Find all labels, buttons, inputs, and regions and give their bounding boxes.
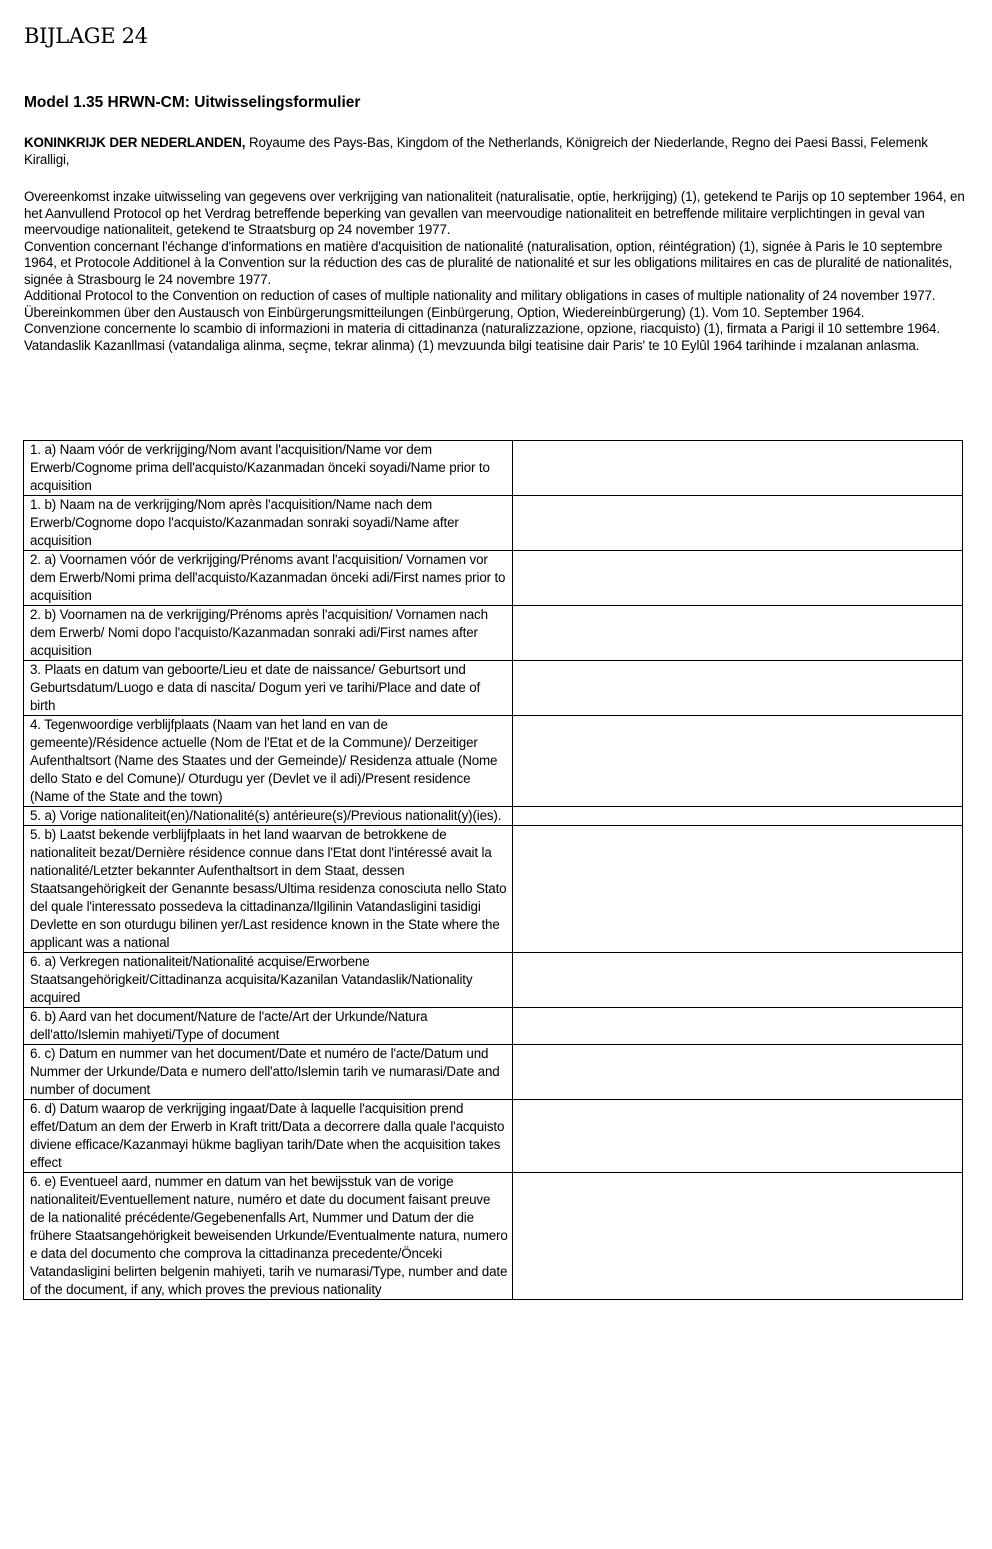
field-value-name-after[interactable]	[513, 496, 963, 551]
kingdom-translations: Royaume des Pays-Bas, Kingdom of the Netherlands, Königreich der Niederlande, Regno dei Paesi Bassi, Felemenk Kiralligi,	[24, 135, 928, 167]
convention-turkish: Vatandaslik Kazanllmasi (vatandaliga alinma, seçme, tekrar alinma) (1) mevzuunda bilgi teatisine dair Paris' te 10 Eylûl 1964 tarihinde i mzalanan anlasma.	[24, 337, 920, 353]
form-row-6a	[24, 953, 963, 1008]
convention-german: Übereinkommen über den Austausch von Einbürgerungsmitteilungen (Einbürgerung, Option, Wiedereinbürgerung) (1). Vom 10. September 1964.	[24, 304, 865, 320]
field-label-previous-nationality-proof: 6. e) Eventueel aard, nummer en datum van het bewijsstuk van de vorige nationaliteit/Eventuellement nature, numéro et date du document faisant preuve de la nationalité précédente/Gegebenenfalls Art, Nummer und Datum der die frühere Staatsangehörigkeit beweisenden Urkunde/Eventualmente natura, numero e data del documento che comprova la cittadinanza precedente/Önceki Vatandasligini belirten belgenin mahiyeti, tarih ve numarasi/Type, number and date of the document, if any, which proves the previous nationality	[24, 1173, 513, 1300]
kingdom-name: KONINKRIJK DER NEDERLANDEN,	[24, 135, 246, 150]
field-label-present-residence: 4. Tegenwoordige verblijfplaats (Naam van het land en van de gemeente)/Résidence actuelle (Nom de l'Etat et de la Commune)/ Derzeitiger Aufenthaltsort (Name des Staates und der Gemeinde)/ Residenza attuale (Nome dello Stato e del Comune)/ Oturdugu yer (Devlet ve il adi)/Present residence (Name of the State and the town)	[24, 716, 513, 807]
convention-dutch: Overeenkomst inzake uitwisseling van gegevens over verkrijging van nationaliteit (naturalisatie, optie, herkrijging) (1), getekend te Parijs op 10 september 1964, en het Aanvullend Protocol op het Verdrag betreffende beperking van gevallen van meervoudige nationaliteit en betreffende militaire verplichtingen in geval van meervoudige nationaliteit, getekend te Straatsburg op 24 november 1977.	[24, 189, 965, 237]
form-row-2a	[24, 551, 963, 606]
field-value-document-type[interactable]	[513, 1008, 963, 1045]
field-value-present-residence[interactable]	[513, 716, 963, 807]
field-value-nationality-acquired[interactable]	[513, 953, 963, 1008]
form-row-6e	[24, 1173, 963, 1300]
field-label-name-after: 1. b) Naam na de verkrijging/Nom après l'acquisition/Name nach dem Erwerb/Cognome dopo l'acquisto/Kazanmadan sonraki soyadi/Name after acquisition	[24, 496, 513, 551]
field-value-name-prior[interactable]	[513, 441, 963, 496]
field-value-previous-nationality-proof[interactable]	[513, 1173, 963, 1300]
form-row-6c	[24, 1045, 963, 1100]
field-label-name-prior: 1. a) Naam vóór de verkrijging/Nom avant l'acquisition/Name vor dem Erwerb/Cognome prima dell'acquisto/Kazanmadan önceki soyadi/Name prior to acquisition	[24, 441, 513, 496]
field-value-effective-date[interactable]	[513, 1100, 963, 1173]
field-label-birth: 3. Plaats en datum van geboorte/Lieu et date de naissance/ Geburtsort und Geburtsdatum/Luogo e data di nascita/ Dogum yeri ve tarihi/Place and date of birth	[24, 661, 513, 716]
form-row-3	[24, 661, 963, 716]
form-row-1a	[24, 441, 963, 496]
convention-italian: Convenzione concernente lo scambio di informazioni in materia di cittadinanza (naturalizzazione, opzione, riacquisto) (1), firmata a Parigi il 10 settembre 1964.	[24, 321, 940, 336]
field-label-last-residence: 5. b) Laatst bekende verblijfplaats in het land waarvan de betrokkene de nationaliteit bezat/Dernière résidence connue dans l'Etat dont l'intéressé avait la nationalité/Letzter bekannter Aufenthaltsort in dem Staat, dessen Staatsangehörigkeit der Genannte besass/Ultima residenza conosciuta nello Stato del quale l'interessato possedeva la cittadinanza/Ilgilinin Vatandasligini tasidigi Devlette en son oturdugu bilinen yer/Last residence known in the State where the applicant was a national	[24, 826, 513, 953]
field-value-birth[interactable]	[513, 661, 963, 716]
annex-title: BIJLAGE 24	[24, 24, 148, 48]
form-row-6d	[24, 1100, 963, 1173]
form-row-5b	[24, 826, 963, 953]
field-value-document-date-number[interactable]	[513, 1045, 963, 1100]
form-row-2b	[24, 606, 963, 661]
field-label-nationality-acquired: 6. a) Verkregen nationaliteit/Nationalité acquise/Erworbene Staatsangehörigkeit/Cittadinanza acquisita/Kazanilan Vatandaslik/Nationality acquired	[24, 953, 513, 1008]
convention-english: Additional Protocol to the Convention on reduction of cases of multiple nationality and military obligations in cases of multiple nationality of 24 november 1977.	[24, 288, 936, 303]
convention-text	[24, 189, 970, 354]
kingdom-paragraph	[24, 135, 970, 168]
field-label-document-date-number: 6. c) Datum en nummer van het document/Date et numéro de l'acte/Datum und Nummer der Urkunde/Data e numero dell'atto/Islemin tarih ve numarasi/Date and number of document	[24, 1045, 513, 1100]
model-title: Model 1.35 HRWN-CM: Uitwisselingsformulier	[24, 94, 361, 111]
field-value-previous-nationality[interactable]	[513, 807, 963, 826]
field-label-first-names-after: 2. b) Voornamen na de verkrijging/Prénoms après l'acquisition/ Vornamen nach dem Erwerb/ Nomi dopo l'acquisto/Kazanmadan sonraki adi/First names after acquisition	[24, 606, 513, 661]
form-row-1b	[24, 496, 963, 551]
form-row-4	[24, 716, 963, 807]
field-label-previous-nationality: 5. a) Vorige nationaliteit(en)/Nationalité(s) antérieure(s)/Previous nationalit(y)(ies).	[24, 807, 513, 826]
form-row-5a	[24, 807, 963, 826]
convention-french: Convention concernant l'échange d'informations en matière d'acquisition de nationalité (naturalisation, option, réintégration) (1), signée à Paris le 10 septembre 1964, et Protocole Additionel à la Convention sur la réduction des cas de pluralité de nationalité et sur les obligations militaires en cas de pluralité de nationalités, signée à Strasbourg le 24 novembre 1977.	[24, 238, 953, 287]
field-label-first-names-prior: 2. a) Voornamen vóór de verkrijging/Prénoms avant l'acquisition/ Vornamen vor dem Erwerb/Nomi prima dell'acquisto/Kazanmadan önceki adi/First names prior to acquisition	[24, 551, 513, 606]
exchange-form-table	[23, 440, 963, 1300]
form-row-6b	[24, 1008, 963, 1045]
field-value-last-residence[interactable]	[513, 826, 963, 953]
field-label-effective-date: 6. d) Datum waarop de verkrijging ingaat/Date à laquelle l'acquisition prend effet/Datum an dem der Erwerb in Kraft tritt/Data a decorrere dalla quale l'acquisto diviene efficace/Kazanmayi hükme bagliyan tarih/Date when the acquisition takes effect	[24, 1100, 513, 1173]
field-value-first-names-after[interactable]	[513, 606, 963, 661]
field-label-document-type: 6. b) Aard van het document/Nature de l'acte/Art der Urkunde/Natura dell'atto/Islemin mahiyeti/Type of document	[24, 1008, 513, 1045]
field-value-first-names-prior[interactable]	[513, 551, 963, 606]
